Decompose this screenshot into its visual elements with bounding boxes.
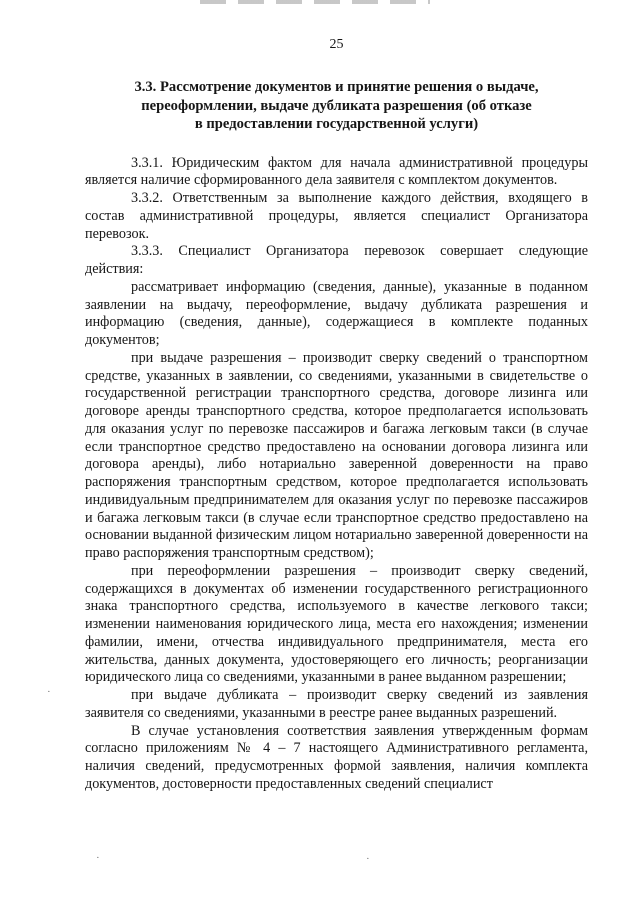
paragraph-review-information: рассматривает информацию (сведения, данные), указанные в поданном заявлении на выдачу, переоформление, выдачу дубликата разрешения и информацию (сведения, данные), содержащиеся в комплекте поданных документов; bbox=[85, 278, 588, 348]
document-body bbox=[85, 155, 588, 794]
scan-speck: · bbox=[96, 852, 100, 864]
paragraph-compliance-case: В случае установления соответствия заявления утвержденным формам согласно приложениям № 4 – 7 настоящего Административного регламента, наличия сведений, предусмотренных формой заявления, наличия комплекта документов, достоверности предоставленных сведений специалист bbox=[85, 722, 588, 792]
scan-speck: · bbox=[47, 686, 51, 698]
heading-line: переоформлении, выдаче дубликата разрешения (об отказе bbox=[141, 97, 532, 114]
heading-line: в предоставлении государственной услуги) bbox=[194, 116, 479, 132]
scan-edge-marks bbox=[200, 0, 430, 4]
document-page bbox=[85, 36, 588, 794]
paragraph-3-3-1: 3.3.1. Юридическим фактом для начала административной процедуры является наличие сформированного дела заявителя с комплектом документов. bbox=[85, 154, 588, 189]
paragraph-duplicate-permit: при выдаче дубликата – производит сверку сведений из заявления заявителя со сведениями, указанными в реестре ранее выданных разрешений. bbox=[85, 687, 588, 721]
paragraph-3-3-2: 3.3.2. Ответственным за выполнение каждого действия, входящего в состав административной процедуры, является специалист Организатора перевозок. bbox=[85, 190, 588, 242]
section-heading bbox=[85, 78, 588, 134]
paragraph-issue-permit: при выдаче разрешения – производит сверку сведений о транспортном средстве, указанных в заявлении, со сведениями, указанными в свидетельстве о государственной регистрации транспортного средства, договоре лизинга или договоре аренды транспортного средства, которое предполагается использовать для оказания услуг по перевозке пассажиров и багажа легковым такси (в случае если транспортное средство предоставлено на основании договора лизинга или договора аренды), либо нотариально заверенной доверенности на право распоряжения транспортным средством, которое предполагается использовать индивидуальным предпринимателем для оказания услуг по перевозке пассажиров и багажа легковым такси (в случае если транспортное средство предоставлено на основании выданной физическим лицом нотариально заверенной доверенности на право распоряжения транспортным средством); bbox=[85, 349, 588, 561]
page-number: 25 bbox=[329, 37, 344, 52]
paragraph-reissue-permit: при переоформлении разрешения – производит сверку сведений, содержащихся в документах об изменении государственного регистрационного знака транспортного средства, используемого в качестве легкового такси; изменении наименования юридического лица, места его нахождения; изменении фамилии, имени, отчества индивидуального предпринимателя, места его жительства, данных документа, удостоверяющего его личность; реорганизации юридического лица со сведениями, указанными в ранее выданном разрешении; bbox=[85, 562, 588, 686]
scan-speck: · bbox=[366, 853, 370, 865]
paragraph-3-3-3: 3.3.3. Специалист Организатора перевозок совершает следующие действия: bbox=[85, 243, 588, 277]
heading-line: 3.3. Рассмотрение документов и принятие решения о выдаче, bbox=[134, 79, 539, 95]
